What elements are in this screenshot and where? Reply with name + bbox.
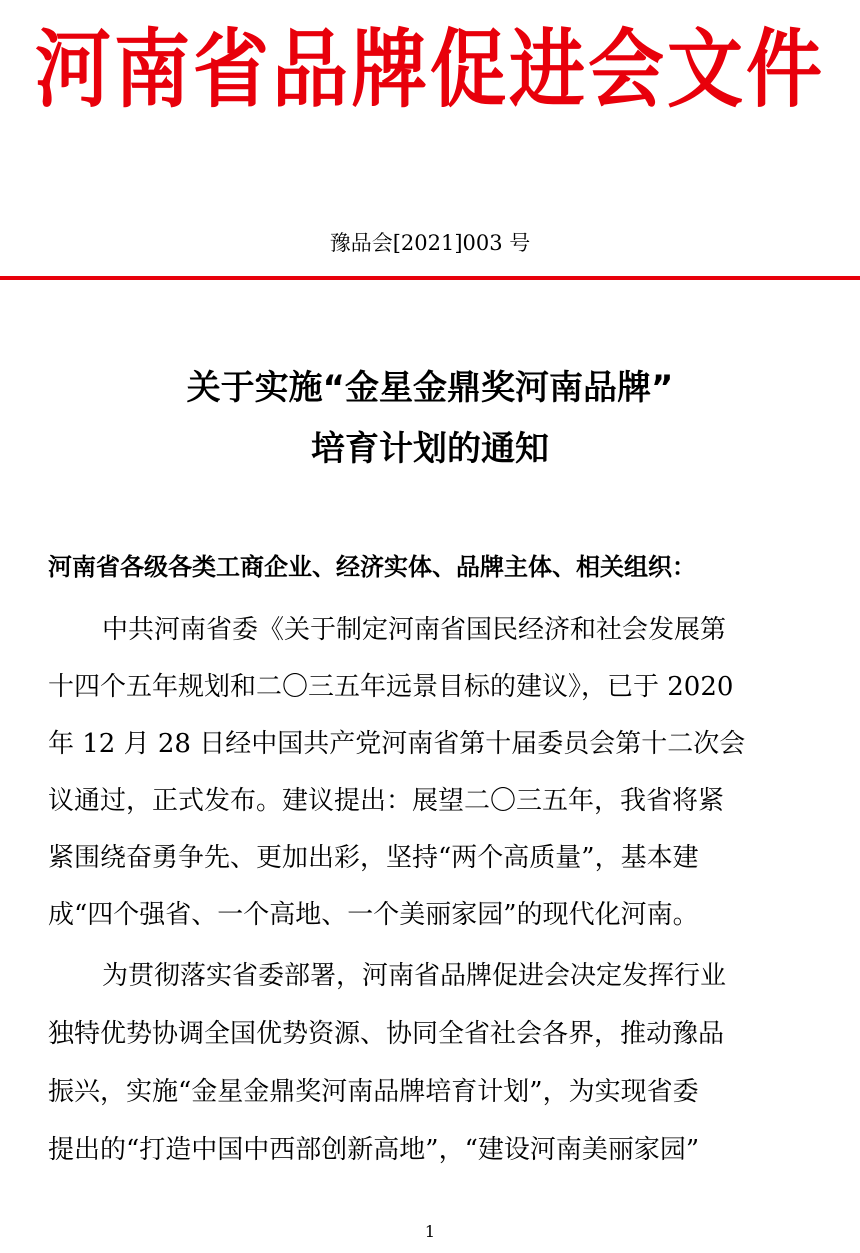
notice-title-line-1: 关于实施“金星金鼎奖河南品牌” [186,368,674,408]
salutation: 河南省各级各类工商企业、经济实体、品牌主体、相关组织： [48,553,696,581]
paragraph-2-line: 振兴，实施“金星金鼎奖河南品牌培育计划”，为实现省委 [48,1077,699,1107]
paragraph-1-line: 年 12 月 28 日经中国共产党河南省第十届委员会第十二次会 [48,729,746,759]
paragraph-1-line: 十四个五年规划和二〇三五年远景目标的建议》，已于 2020 [48,672,734,702]
document-number: 豫品会[2021]003 号 [329,231,531,255]
paragraph-1-line: 中共河南省委《关于制定河南省国民经济和社会发展第 [102,615,727,645]
paragraph-1-line: 成“四个强省、一个高地、一个美丽家园”的现代化河南。 [48,900,699,930]
paragraph-2-line: 提出的“打造中国中西部创新高地”，“建设河南美丽家园” [48,1135,700,1165]
red-divider-rule [0,276,860,280]
notice-title-line-2: 培育计划的通知 [311,429,549,469]
paragraph-2-line: 独特优势协调全国优势资源、协同全省社会各界，推动豫品 [48,1019,725,1049]
paragraph-2-line: 为贯彻落实省委部署，河南省品牌促进会决定发挥行业 [102,961,727,991]
masthead-title: 河南省品牌促进会文件 [35,19,825,120]
paragraph-1-line: 紧围绕奋勇争先、更加出彩，坚持“两个高质量”，基本建 [48,843,699,873]
paragraph-1-line: 议通过，正式发布。建议提出：展望二〇三五年，我省将紧 [48,786,725,816]
page-number: 1 [424,1222,436,1241]
